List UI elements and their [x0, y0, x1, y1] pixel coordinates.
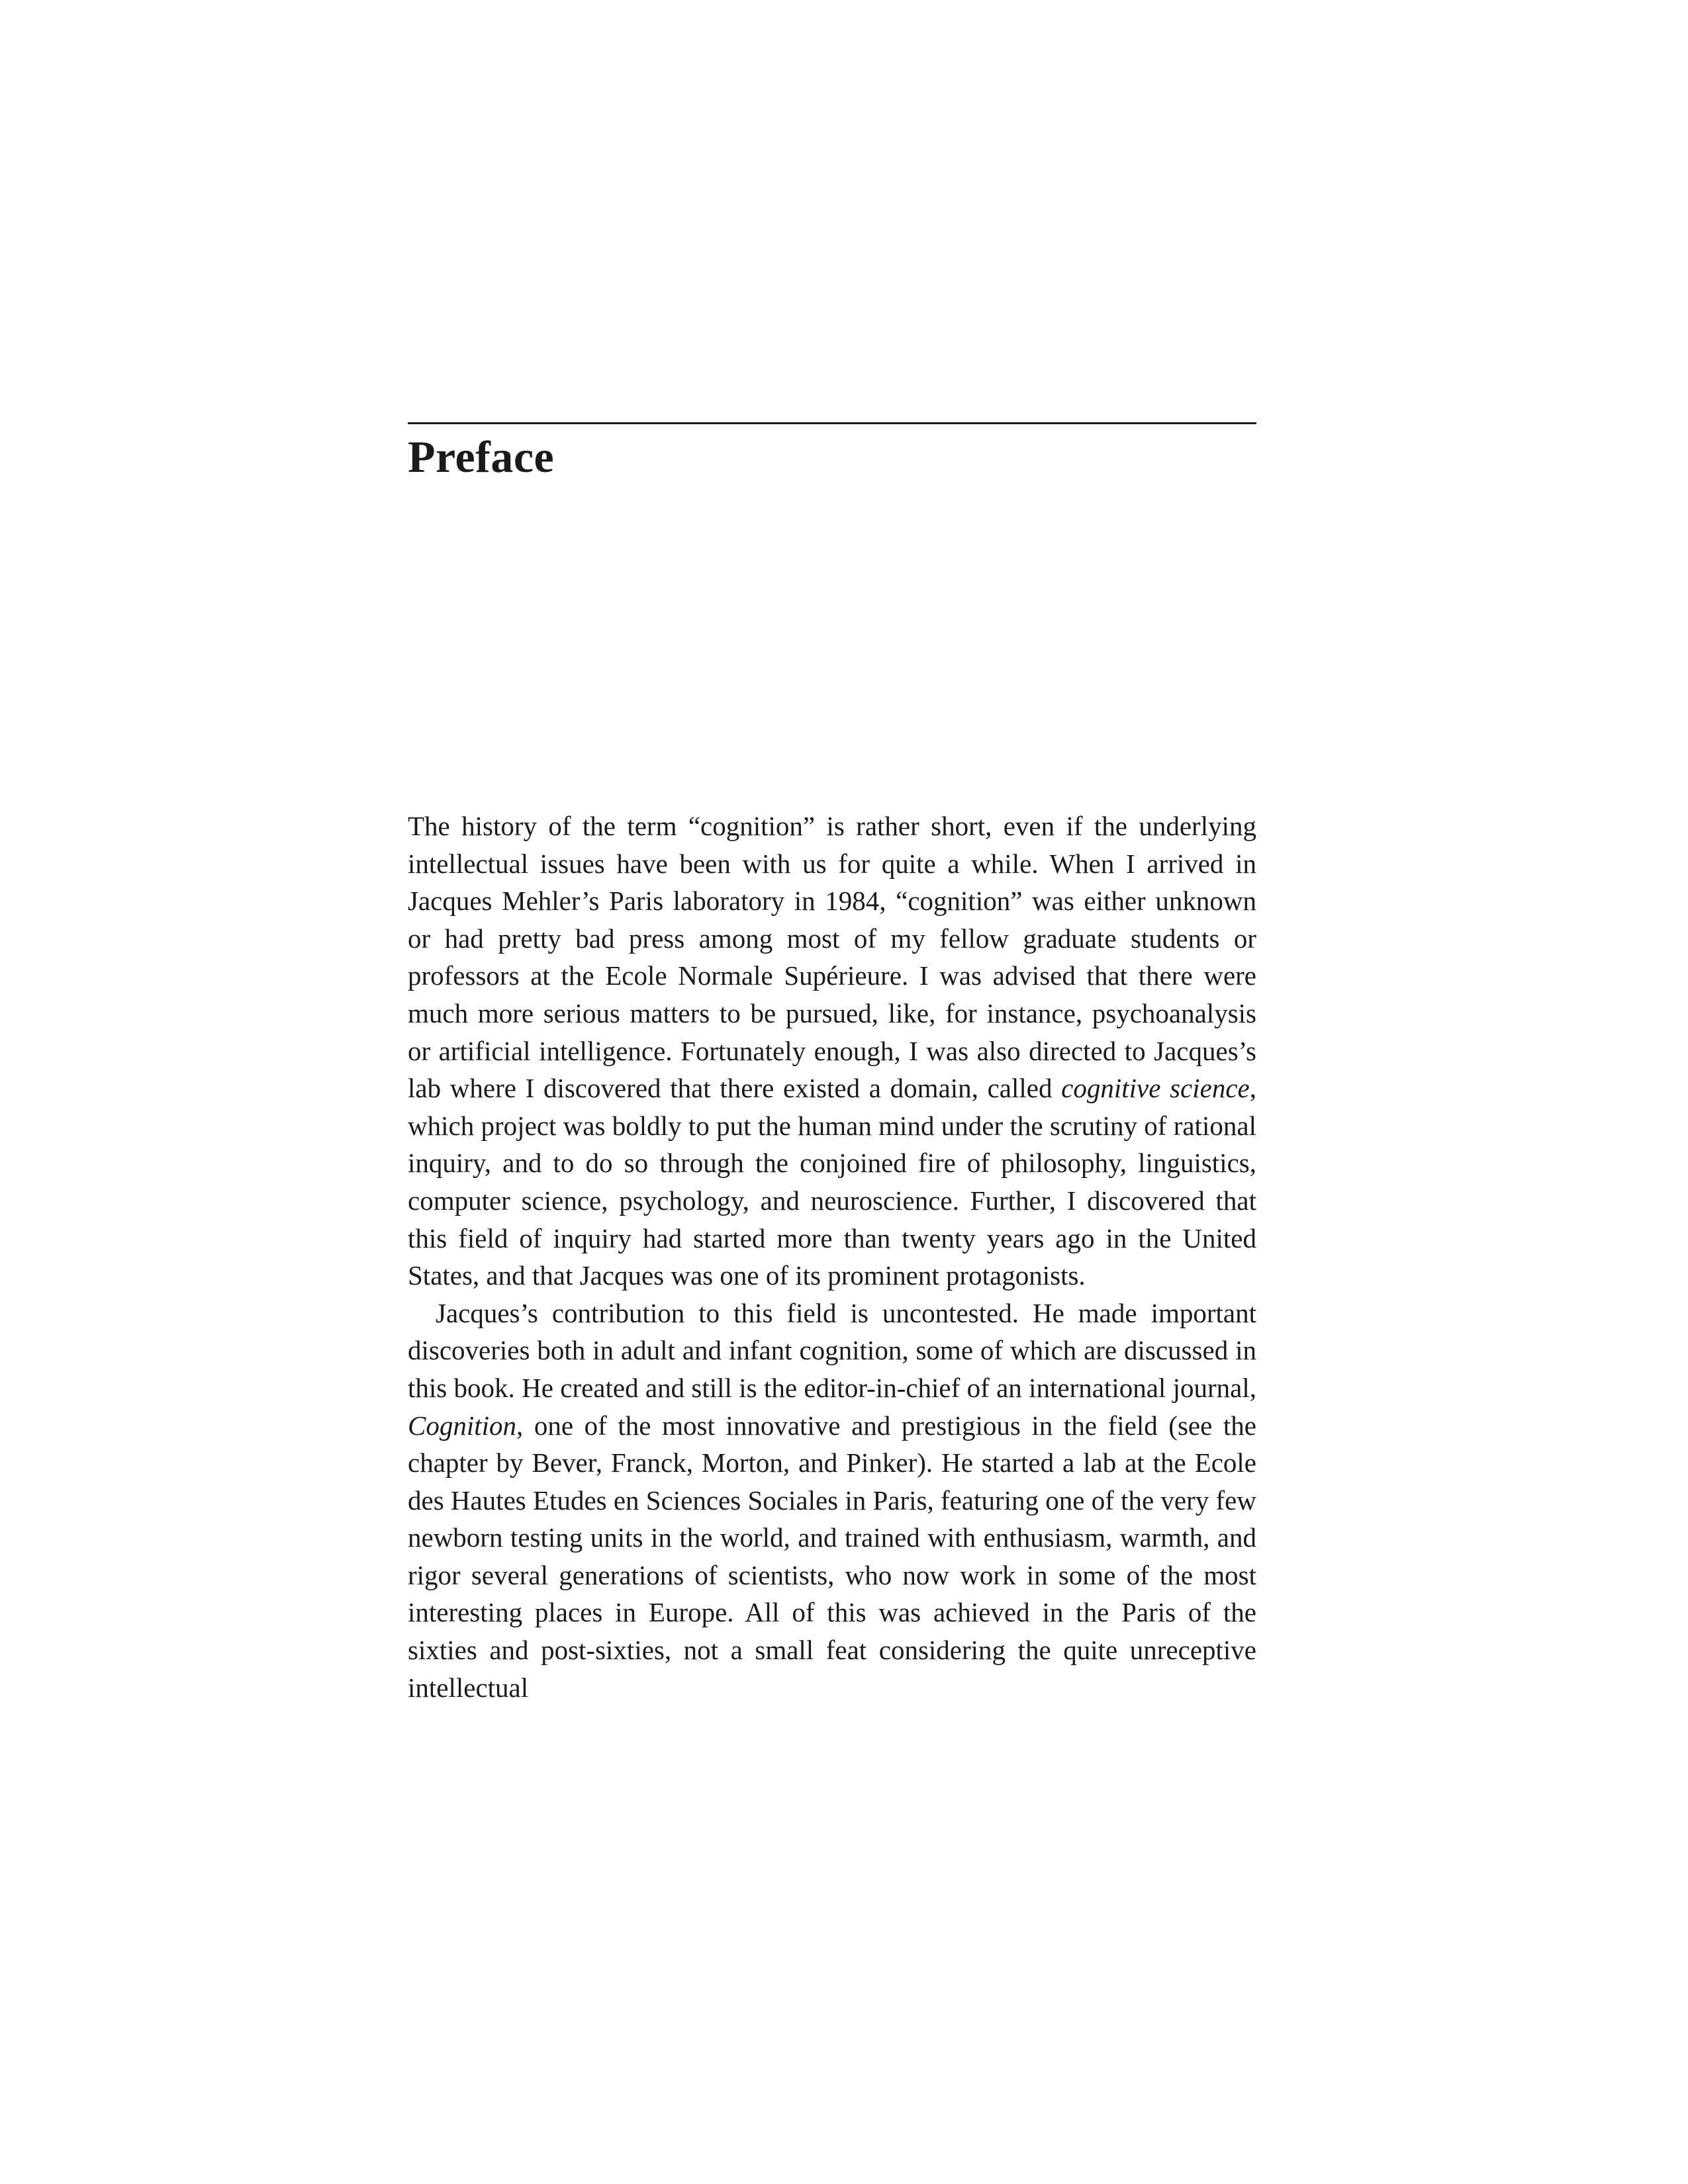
page-title: Preface	[408, 432, 555, 482]
paragraph-2-text-1: Jacques’s contribution to this field is uncontested. He made important discoveries both in adult and infant cognition, some of which are discussed in this book. He created and still is the editor-in-chief of an international journal,	[408, 1297, 1256, 1403]
paragraph-1-text-1: The history of the term “cognition” is rather short, even if the underlying intellectual issues have been with us for quite a while. When I arrived in Jacques Mehler’s Paris laboratory in 1984, “cognition” was either unknown or had pretty bad press among most of my fellow graduate students or professors at the Ecole Normale Supérieure. I was advised that there were much more serious matters to be pursued, like, for instance, psychoanalysis or artificial intelligence. Fortunately enough, I was also directed to Jacques’s lab where I discovered that there existed a domain, called	[408, 811, 1256, 1104]
paragraph-1-text-2: , which project was boldly to put the human mind under the scrutiny of rational inquiry, and to do so through the conjoined fire of philosophy, linguistics, computer science, psychology, and neuroscience. Further, I discovered that this field of inquiry had started more than twenty years ago in the United States, and that Jacques was one of its prominent protagonists.	[408, 1073, 1256, 1291]
paragraph-2-text-2: , one of the most innovative and prestigious in the field (see the chapter by Bever, Franck, Morton, and Pinker). He started a lab at the Ecole des Hautes Etudes en Sciences Sociales in Paris, featuring one of the very few newborn testing units in the world, and trained with enthusiasm, warmth, and rigor several generations of scientists, who now work in some of the most interesting places in Europe. All of this was achieved in the Paris of the sixties and post-sixties, not a small feat considering the quite unreceptive intellectual	[408, 1410, 1256, 1703]
body-text	[408, 807, 1256, 1706]
paragraph-2-italic-journal: Cognition	[408, 1410, 517, 1441]
paragraph-1	[408, 807, 1256, 1295]
paragraph-2	[408, 1295, 1256, 1707]
title-rule	[408, 422, 1256, 424]
paragraph-1-italic-term: cognitive science	[1061, 1073, 1250, 1104]
